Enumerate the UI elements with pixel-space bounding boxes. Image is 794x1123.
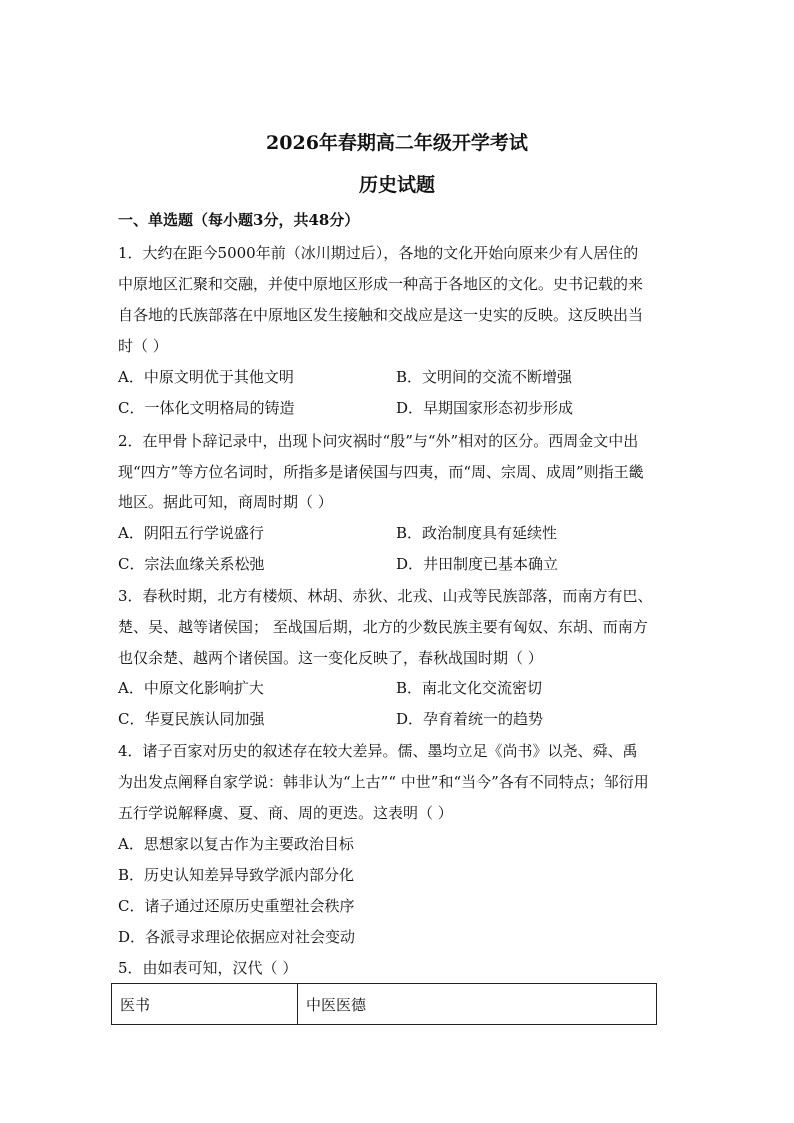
q1-option-c[interactable]: C．一体化文明格局的铸造 <box>118 399 295 417</box>
q1-option-d[interactable]: D．早期国家形态初步形成 <box>396 399 574 417</box>
q1-stem-line: 1．大约在距今5000年前（冰川期过后），各地的文化开始向原来少有人居住的 <box>118 244 639 262</box>
exam-subtitle: 历史试题 <box>358 174 435 196</box>
q2-stem-line: 现“四方”等方位名词时，所指多是诸侯国与四夷，而“周、宗周、成周”则指王畿 <box>118 463 644 481</box>
exam-title: 2026年春期高二年级开学考试 <box>266 132 528 154</box>
q4-option-b[interactable]: B．历史认知差异导致学派内部分化 <box>118 866 355 884</box>
q2-stem-line: 2．在甲骨卜辞记录中，出现卜问灾祸时“殷”与“外”相对的区分。西周金文中出 <box>118 432 639 450</box>
q2-option-c[interactable]: C．宗法血缘关系松弛 <box>118 555 265 573</box>
q4-stem-line: 为出发点阐释自家学说：韩非认为“上古”“ 中世”和“当今”各有不同特点；邹衍用 <box>118 773 649 791</box>
q4-option-a[interactable]: A．思想家以复古作为主要政治目标 <box>118 835 354 853</box>
q2-stem-line: 地区。据此可知，商周时期（ ） <box>118 493 333 511</box>
q3-option-b[interactable]: B．南北文化交流密切 <box>396 679 543 697</box>
q4-stem-line: 4．诸子百家对历史的叙述存在较大差异。儒、墨均立足《尚书》以尧、舜、禹 <box>118 742 638 760</box>
q1-stem-line: 时（ ） <box>118 337 168 355</box>
q3-option-d[interactable]: D．孕育着统一的趋势 <box>396 710 544 728</box>
q2-option-d[interactable]: D．井田制度已基本确立 <box>396 555 559 573</box>
q3-stem-line: 楚、吴、越等诸侯国； 至战国后期，北方的少数民族主要有匈奴、东胡、而南方 <box>118 618 648 636</box>
q2-option-a[interactable]: A．阴阳五行学说盛行 <box>118 524 264 542</box>
table-header-cell: 医书 <box>112 984 298 1025</box>
q3-option-a[interactable]: A．中原文化影响扩大 <box>118 679 264 697</box>
q1-stem-line: 自各地的氏族部落在中原地区发生接触和交战应是这一史实的反映。这反映出当 <box>118 306 644 324</box>
q4-stem-line: 五行学说解释虞、夏、商、周的更迭。这表明（ ） <box>118 804 453 822</box>
section-heading: 一、单选题（每小题3分，共48分） <box>118 211 360 229</box>
q4-option-d[interactable]: D．各派寻求理论依据应对社会变动 <box>118 928 356 946</box>
q1-option-b[interactable]: B．文明间的交流不断增强 <box>396 368 573 386</box>
table-row <box>112 984 657 1025</box>
q4-option-c[interactable]: C．诸子通过还原历史重塑社会秩序 <box>118 897 355 915</box>
q2-option-b[interactable]: B．政治制度具有延续性 <box>396 524 558 542</box>
q5-table <box>111 983 657 1025</box>
q5-stem-line: 5．由如表可知，汉代（ ） <box>118 959 298 977</box>
q1-stem-line: 中原地区汇聚和交融，并使中原地区形成一种高于各地区的文化。史书记载的来 <box>118 275 644 293</box>
q3-option-c[interactable]: C．华夏民族认同加强 <box>118 710 265 728</box>
q1-option-a[interactable]: A．中原文明优于其他文明 <box>118 368 294 386</box>
q3-stem-line: 3．春秋时期，北方有楼烦、林胡、赤狄、北戎、山戎等民族部落，而南方有巴、 <box>118 587 653 605</box>
q3-stem-line: 也仅余楚、越两个诸侯国。这一变化反映了，春秋战国时期（ ） <box>118 649 543 667</box>
table-header-cell: 中医医德 <box>298 984 657 1025</box>
